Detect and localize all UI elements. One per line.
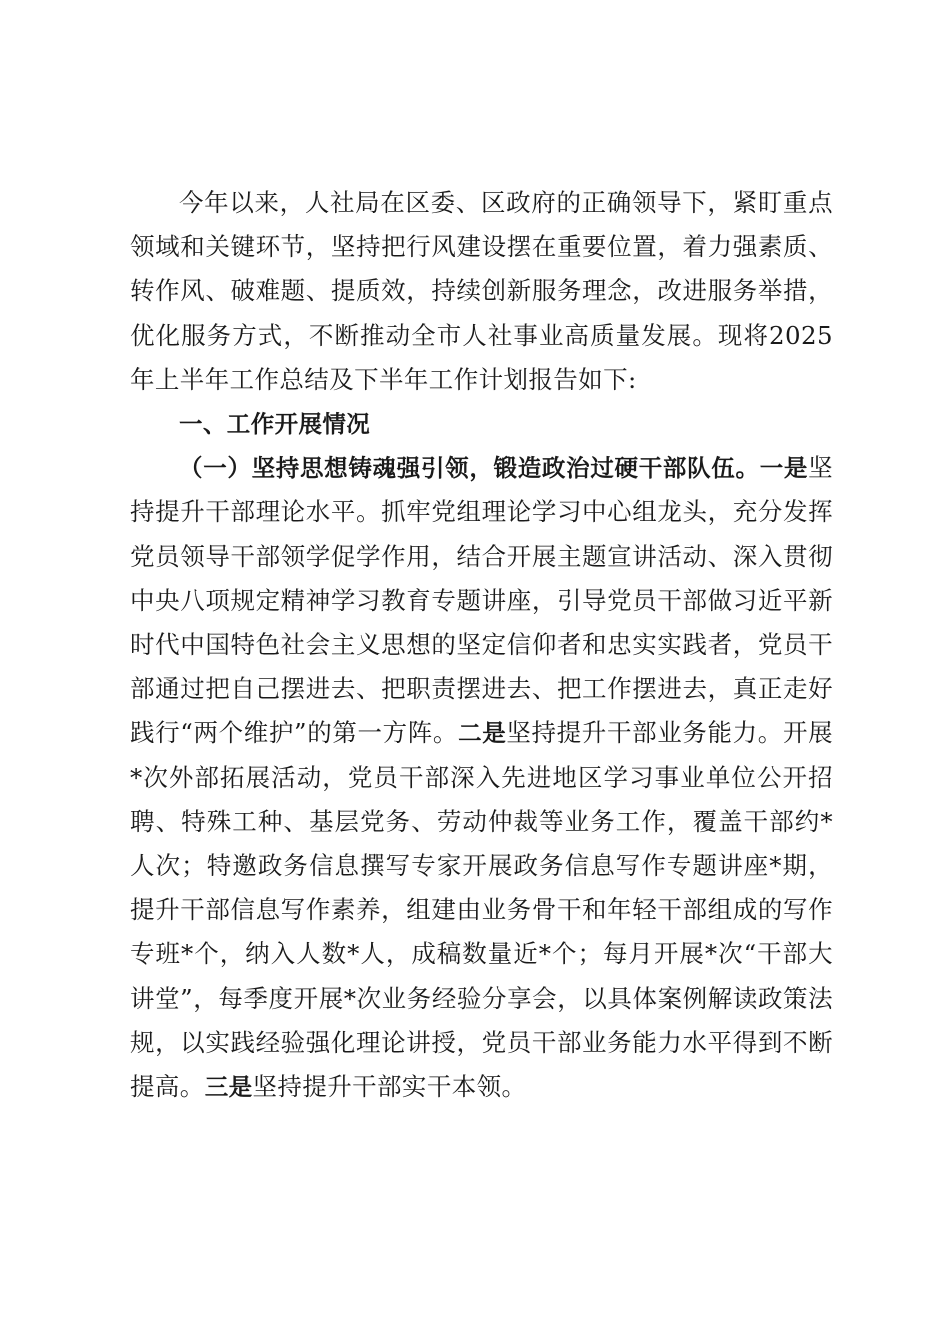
point-1-text: 坚持提升干部理论水平。抓牢党组理论学习中心组龙头，充分发挥党员领导干部领学促学作用，结合开展主题宣讲活动、深入贯彻中央八项规定精神学习教育专题讲座，引导党员干部做习近平新时代中国特色社会主义思想的坚定信仰者和忠实实践者，党员干部通过把自己摆进去、把职责摆进去、把工作摆进去，真正走好践行“两个维护”的第一方阵。 (130, 453, 833, 748)
subsection-title: （一）坚持思想铸魂强引领，锻造政治过硬干部队伍。 (179, 454, 760, 483)
subsection-paragraph (130, 446, 833, 1109)
point-1-label: 一是 (759, 454, 809, 483)
point-2-label: 二是 (458, 719, 507, 748)
intro-paragraph (130, 181, 833, 402)
point-3-label: 三是 (204, 1073, 253, 1102)
point-2-text: 坚持提升干部业务能力。开展*次外部拓展活动，党员干部深入先进地区学习事业单位公开招聘、特殊工种、基层党务、劳动仲裁等业务工作，覆盖干部约*人次；特邀政务信息撰写专家开展政务信息写作专题讲座*期，提升干部信息写作素养，组建由业务骨干和年轻干部组成的写作专班*个，纳入人数*人，成稿数量近*个；每月开展*次“干部大讲堂”，每季度开展*次业务经验分享会，以具体案例解读政策法规，以实践经验强化理论讲授，党员干部业务能力水平得到不断提高。 (130, 718, 834, 1102)
point-3-text: 坚持提升干部实干本领。 (252, 1072, 527, 1102)
document-body (130, 181, 833, 1109)
intro-text: 今年以来，人社局在区委、区政府的正确领导下，紧盯重点领域和关键环节，坚持把行风建设摆在重要位置，着力强素质、转作风、破难题、提质效，持续创新服务理念，改进服务举措，优化服务方式，不断推动全市人社事业高质量发展。现将2025年上半年工作总结及下半年工作计划报告如下: (130, 188, 833, 394)
section-heading: 一、工作开展情况 (179, 410, 371, 439)
